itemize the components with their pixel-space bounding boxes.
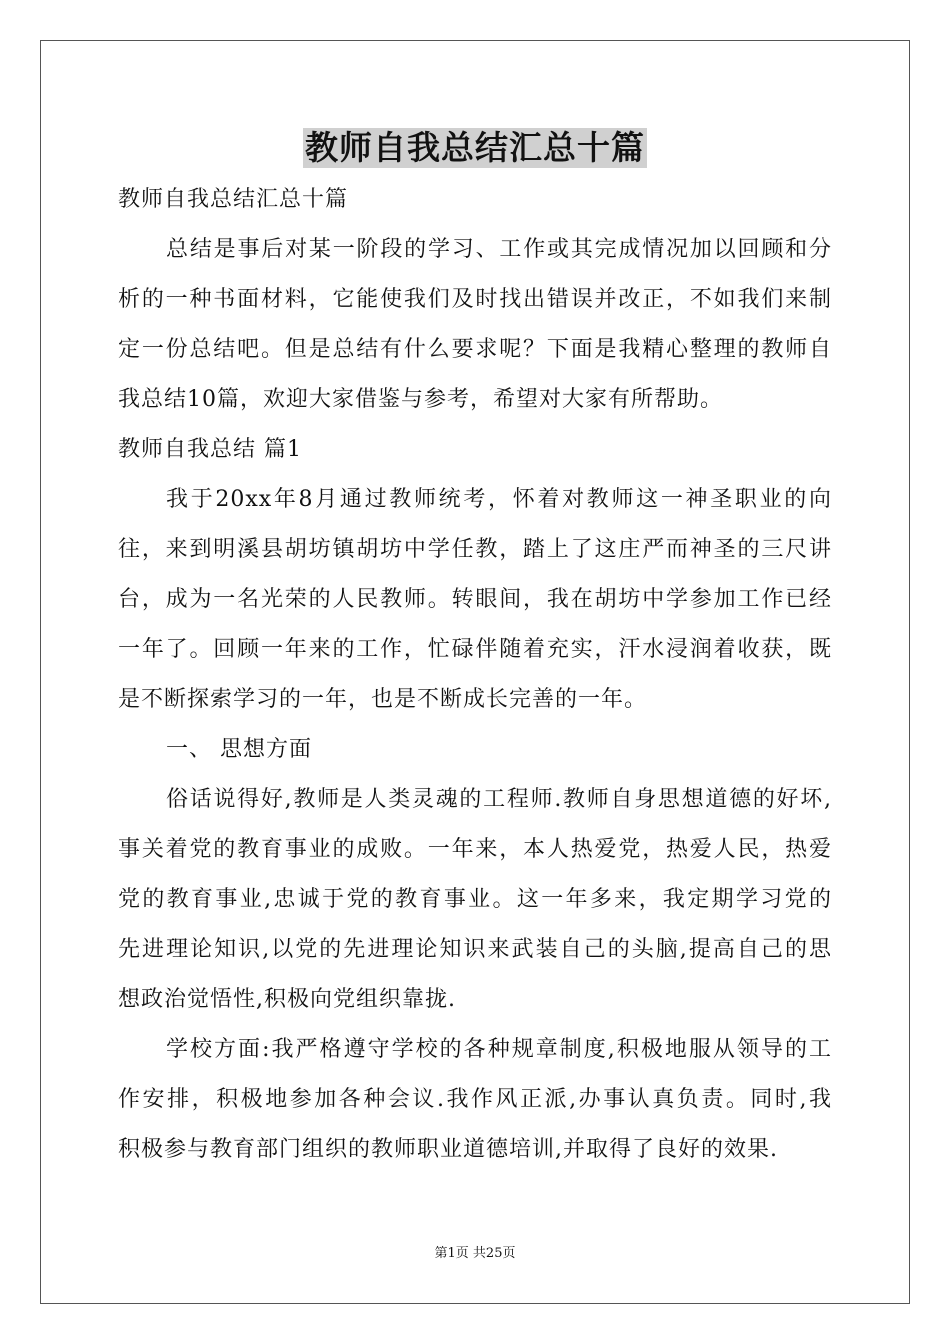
paragraph-line: 作安排，积极地参加各种会议.我作风正派,办事认真负责。同时,我 (118, 1087, 832, 1112)
paragraph-line: 积极参与教育部门组织的教师职业道德培训,并取得了良好的效果. (118, 1137, 778, 1162)
subtitle-line: 教师自我总结汇总十篇 (118, 187, 349, 212)
paragraph-line: 俗话说得好,教师是人类灵魂的工程师.教师自身思想道德的好坏, (166, 787, 832, 812)
paragraph-line: 一年了。回顾一年来的工作，忙碌伴随着充实，汗水浸润着收获，既 (118, 637, 832, 662)
page-footer: 第1页 共25页 (434, 1246, 516, 1261)
subsection-heading: 一、 思想方面 (166, 737, 312, 762)
paragraph-line: 我总结10篇，欢迎大家借鉴与参考，希望对大家有所帮助。 (118, 387, 723, 412)
paragraph-line: 往，来到明溪县胡坊镇胡坊中学任教，踏上了这庄严而神圣的三尺讲 (118, 537, 832, 562)
paragraph-line: 先进理论知识,以党的先进理论知识来武装自己的头脑,提高自己的思 (118, 937, 832, 962)
paragraph-line: 事关着党的教育事业的成败。一年来，本人热爱党，热爱人民，热爱 (118, 837, 832, 862)
paragraph-line: 党的教育事业,忠诚于党的教育事业。这一年多来，我定期学习党的 (118, 887, 832, 912)
paragraph-line: 想政治觉悟性,积极向党组织靠拢. (118, 987, 456, 1012)
title-container (0, 128, 950, 168)
paragraph-line: 总结是事后对某一阶段的学习、工作或其完成情况加以回顾和分 (166, 237, 832, 262)
section-heading: 教师自我总结 篇1 (118, 437, 302, 462)
paragraph-line: 我于20xx年8月通过教师统考，怀着对教师这一神圣职业的向 (166, 487, 832, 512)
paragraph-line: 析的一种书面材料，它能使我们及时找出错误并改正，不如我们来制 (118, 287, 832, 312)
paragraph-line: 是不断探索学习的一年，也是不断成长完善的一年。 (118, 687, 648, 712)
paragraph-line: 学校方面:我严格遵守学校的各种规章制度,积极地服从领导的工 (166, 1037, 832, 1062)
paragraph-line: 定一份总结吧。但是总结有什么要求呢？下面是我精心整理的教师自 (118, 337, 832, 362)
paragraph-line: 台，成为一名光荣的人民教师。转眼间，我在胡坊中学参加工作已经 (118, 587, 832, 612)
document-title: 教师自我总结汇总十篇 (305, 128, 645, 167)
